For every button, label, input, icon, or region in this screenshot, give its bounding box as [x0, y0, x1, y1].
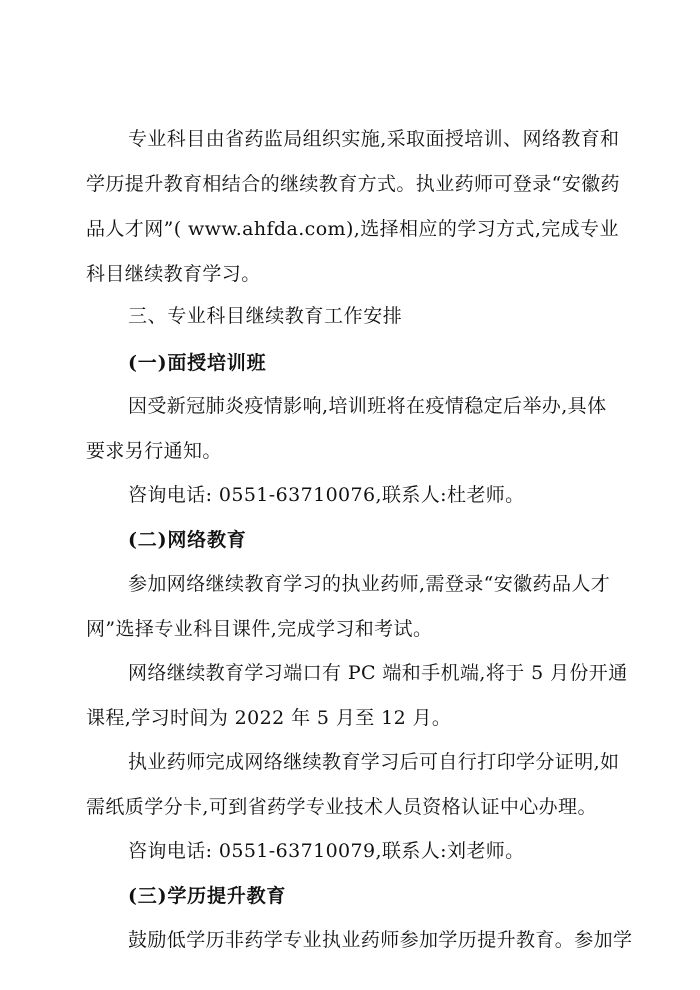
paragraph-line: 鼓励低学历非药学专业执业药师参加学历提升教育。参加学 [128, 929, 633, 951]
contact-line: 咨询电话: 0551-63710076,联系人:杜老师。 [128, 484, 525, 506]
section-heading: 三、专业科目继续教育工作安排 [128, 305, 403, 327]
paragraph-line: 课程,学习时间为 2022 年 5 月至 12 月。 [86, 707, 452, 729]
paragraph-line: 需纸质学分卡,可到省药学专业技术人员资格认证中心办理。 [86, 796, 597, 818]
subsection-heading: (二)网络教育 [128, 529, 247, 551]
paragraph-line: 网络继续教育学习端口有 PC 端和手机端,将于 5 月份开通 [128, 662, 628, 684]
paragraph-line: 科目继续教育学习。 [86, 263, 261, 285]
paragraph-line: 专业科目由省药监局组织实施,采取面授培训、网络教育和 [128, 128, 620, 150]
paragraph-line: 参加网络继续教育学习的执业药师,需登录“安徽药品人才 [128, 573, 611, 595]
contact-line: 咨询电话: 0551-63710079,联系人:刘老师。 [128, 840, 525, 862]
subsection-heading: (三)学历提升教育 [128, 885, 287, 907]
paragraph-line: 执业药师完成网络继续教育学习后可自行打印学分证明,如 [128, 751, 620, 773]
paragraph-line: 要求另行通知。 [86, 440, 222, 462]
paragraph-line: 因受新冠肺炎疫情影响,培训班将在疫情稳定后举办,具体 [128, 395, 607, 417]
paragraph-line: 学历提升教育相结合的继续教育方式。执业药师可登录“安徽药 [86, 173, 620, 195]
paragraph-line: 品人才网”( www.ahfda.com),选择相应的学习方式,完成专业 [86, 218, 619, 240]
paragraph-line: 网”选择专业科目课件,完成学习和考试。 [86, 618, 433, 640]
subsection-heading: (一)面授培训班 [128, 352, 267, 374]
